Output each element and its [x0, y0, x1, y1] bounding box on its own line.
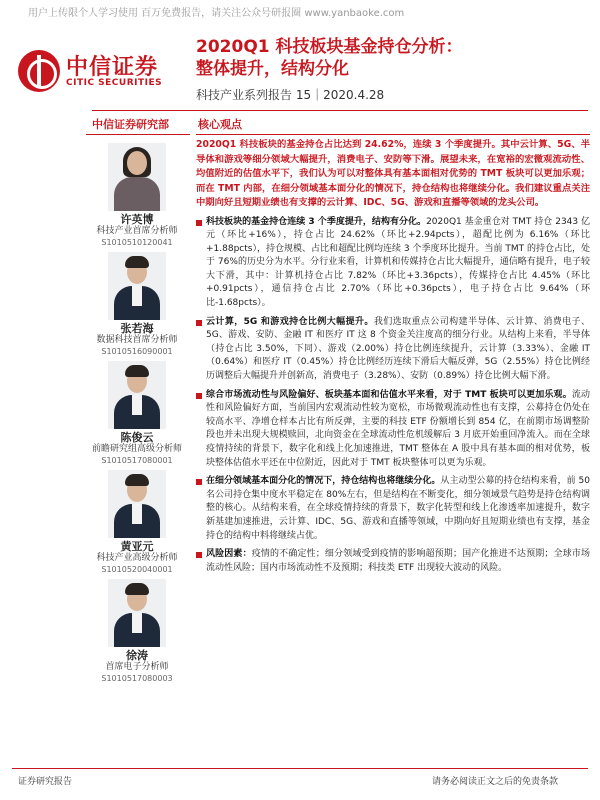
analyst-card [82, 470, 192, 579]
analyst-license-id: S1010520040001 [101, 565, 173, 574]
right-rule [196, 134, 590, 135]
key-point-body: 2020Q1 基金重仓对 TMT 持仓 2343 亿元（环比+16%），持仓占比 24.62%（环比+2.94pcts），超配比例为 6.16%（环比+1.88pcts），持仓规模、占比和超配比例均连续 3 个季度环比提升。当前 TMT 的持仓占比，处于 76%的历史分为水平。分行业来看，计算机和传媒持仓占比大幅提升，通信略有提升，电子较大下滑，其中：计算机持仓占比 7.82%（环比+3.36pcts），传媒持仓占比 4.45%（环比+0.91pcts），通信持仓占比 2.70%（环比+0.36pcts），电子持仓占比 9.64%（环比-1.68pcts）。 [206, 216, 590, 309]
report-title-line1: 2020Q1 科技板块基金持仓分析： [196, 37, 463, 57]
footer-report-type: 证券研究报告 [18, 777, 73, 787]
analyst-card [82, 361, 192, 470]
report-header [0, 14, 600, 104]
key-point-body: 我们选取重点公司构建半导体、云计算、消费电子、5G、游戏、安防、金融 IT 和医疗 IT 这 8 个资金关注度高的细分行业。从结构上来看，半导体（持仓占比 3.50%，下同）、游戏（2.00%）持仓比例连续提升，云计算（3.33%）、金融 IT（0.64%）和医疗 IT（0.45%）持仓比例经历连续下滑后大幅反弹，5G（2.55%）持仓比例经历调整后大幅提升并创新高，消费电子（3.28%）、安防（0.89%）持仓比例大幅下滑。 [206, 316, 590, 382]
key-point [196, 316, 590, 384]
analyst-photo [108, 470, 166, 538]
analyst-photo [108, 252, 166, 320]
analyst-title: 数据科技首席分析师 [96, 335, 178, 345]
key-point-body: 流动性和风险偏好方面，当前国内宏观流动性较为宽松，市场微观流动性也有支撑，公募持仓仍处在较高水平、净增仓样本占比有所反弹，主要的科技 ETF 份额增长到 854 亿，在前期市场调整阶段也并未出现大规模赎回，北向资金在全球流动性危机缓解后 3 月底开始重回净流入。而在全球疫情持续的背景下，数字化和线上化加速推进，TMT 整体在 A 股中具有基本面的相对优势，板块整体估值水平还在中位附近，因此对于 TMT 板块整体可以更为乐观。 [206, 389, 590, 468]
header-divider [92, 110, 588, 111]
citic-logo-icon [18, 50, 60, 92]
core-views-column [196, 116, 590, 580]
report-title-line2: 整体提升，结构分化 [196, 59, 349, 79]
analyst-card [82, 579, 192, 688]
analyst-license-id: S1010517080001 [101, 456, 173, 465]
analyst-title: 前瞻研究组高级分析师 [91, 444, 182, 454]
analyst-title: 科技产业高级分析师 [96, 553, 178, 563]
key-point [196, 389, 590, 471]
analyst-card [82, 252, 192, 361]
analyst-name: 徐涛 [126, 649, 148, 662]
logo-chinese-name: 中信证券 [66, 55, 159, 80]
watermark-text: 用户上传限个人学习使用 百万免费报告，请关注公众号研报圈 www.yanbaoke.com [28, 8, 405, 19]
key-point-heading: 综合市场流动性与风险偏好、板块基本面和估值水平来看，对于 TMT 板块可以更加乐观。 [206, 389, 572, 400]
title-block [196, 36, 586, 103]
left-rule [86, 134, 190, 135]
analyst-title: 首席电子分析师 [105, 662, 169, 672]
analyst-photo [108, 143, 166, 211]
footer-rule [12, 768, 588, 769]
analyst-license-id: S1010510120041 [101, 238, 173, 247]
bullet-square-icon [196, 320, 202, 326]
report-subtitle: 科技产业系列报告 15｜2020.4.28 [196, 88, 385, 102]
research-dept-heading: 中信证券研究部 [92, 118, 169, 131]
analyst-name: 陈俊云 [120, 431, 154, 444]
bullet-square-icon [196, 393, 202, 399]
analyst-card [82, 143, 192, 252]
footer-disclaimer: 请务必阅读正文之后的免责条款 [431, 777, 558, 787]
key-point [196, 475, 590, 543]
summary-paragraph: 2020Q1 科技板块的基金持仓占比达到 24.62%，连续 3 个季度提升。其中云计算、5G、半导体和游戏等细分领域大幅提升，消费电子、安防等下滑。展望未来，在宽裕的宏微观流动性、均值附近的估值水平下，我们认为可以对整体具有基本面相对优势的 TMT 板块可以更加乐观；而在 TMT 内部，在细分领域基本面分化的情况下，持仓结构也将继续分化。我们建议重点关注中期向好且短期业绩也有支撑的云计算、IDC、5G、游戏和直播等领域的龙头公司。 [196, 139, 590, 208]
analyst-license-id: S1010517080003 [101, 674, 173, 683]
analyst-photo [108, 579, 166, 647]
analyst-name: 许英博 [120, 213, 154, 226]
analyst-name: 黄亚元 [120, 540, 154, 553]
key-point-heading: 在细分领域基本面分化的情况下，持仓结构也将继续分化。 [206, 476, 441, 487]
bullet-square-icon [196, 479, 202, 485]
analyst-column [86, 116, 190, 688]
citic-logo [18, 48, 186, 96]
risk-factors-heading: 风险因素： [206, 549, 252, 560]
core-views-heading: 核心观点 [198, 118, 242, 131]
key-point [196, 216, 590, 311]
analyst-photo [108, 361, 166, 429]
analyst-title: 科技产业首席分析师 [96, 226, 178, 236]
key-point [196, 548, 590, 575]
bullet-square-icon [196, 220, 202, 226]
key-point-heading: 科技板块的基金持仓连续 3 个季度提升，结构有分化。 [206, 216, 427, 227]
key-point-body: 从主动型公募的持仓结构来看，前 50 名公司持仓集中度水平稳定在 80%左右，但是结构在不断变化，细分领域景气趋势是持仓结构调整的核心。从结构来看，在全球疫情持续的背景下，数字化转型和线上化渗透率加速提升，数字新基建加速推进，云计算、IDC、5G、游戏和直播等领域，中期向好且短期业绩也有支撑，基金持仓的结构中料将继续占优。 [206, 476, 590, 541]
logo-english-name: CITIC SECURITIES [66, 78, 163, 88]
analyst-license-id: S1010516090001 [101, 347, 173, 356]
key-point-heading: 云计算，5G 和游戏持仓比例大幅提升。 [206, 316, 374, 327]
analyst-name: 张若海 [120, 322, 154, 335]
risk-factors-body: 疫情的不确定性；细分领域受到疫情的影响超预期；国产化推进不达预期；全球市场流动性风险；国内市场流动性不及预期；科技类 ETF 出现较大波动的风险。 [206, 549, 590, 573]
bullet-square-icon [196, 552, 202, 558]
